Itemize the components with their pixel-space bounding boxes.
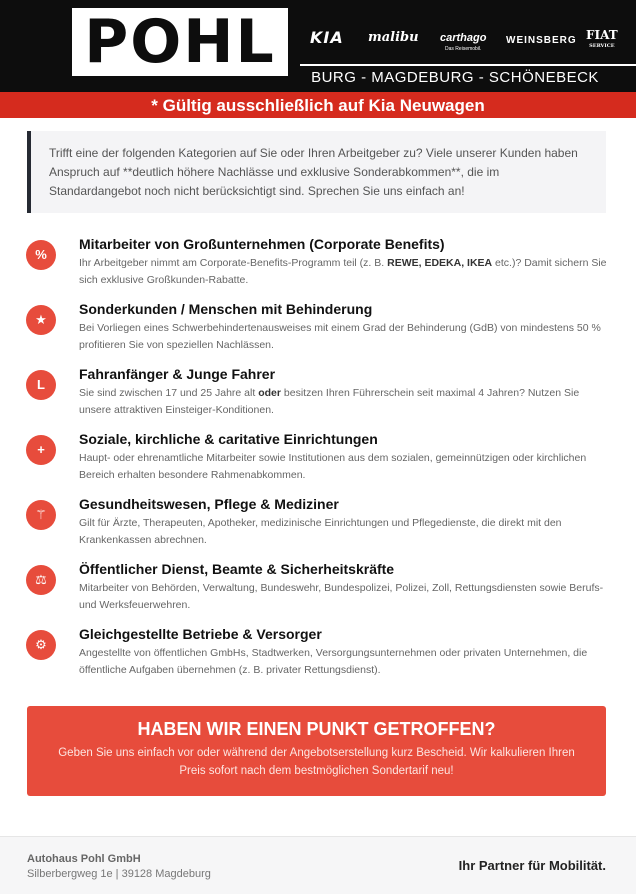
category-public-service bbox=[26, 560, 616, 620]
footer-slogan: Ihr Partner für Mobilität. bbox=[458, 858, 606, 873]
cta-text: Geben Sie uns einfach vor oder während der Angebotserstellung kurz Bescheid. Wir kalkulieren Ihren Preis sofort nach dem bestmöglichen Sondertarif neu! bbox=[58, 747, 575, 777]
category-title: Gesundheitswesen, Pflege & Mediziner bbox=[79, 496, 339, 512]
cta-title: HABEN WIR EINEN PUNKT GETROFFEN? bbox=[137, 719, 496, 739]
category-description-bold: oder bbox=[258, 387, 281, 399]
header-divider bbox=[300, 64, 636, 66]
malibu-logo: malibu bbox=[368, 30, 419, 45]
scales-icon: ⚖ bbox=[26, 565, 56, 595]
category-description bbox=[79, 385, 609, 419]
category-description-bold: REWE, EDEKA, IKEA bbox=[387, 257, 493, 269]
carthago-tagline: Das Reisemobil. bbox=[445, 46, 482, 52]
footer-company: Autohaus Pohl GmbH bbox=[27, 853, 141, 865]
header-cities: BURG - MAGDEBURG - SCHÖNEBECK bbox=[311, 69, 599, 86]
carthago-logo-text: carthago bbox=[440, 32, 487, 44]
category-young-drivers bbox=[26, 365, 616, 425]
category-social-institutions bbox=[26, 430, 616, 490]
category-description-text: besitzen Ihren Führerschein seit maximal 4 Jahren? Nutzen Sie unsere attraktiven Einsteiger-Konditionen. bbox=[79, 387, 580, 416]
category-description: Gilt für Ärzte, Therapeuten, Apotheker, medizinische Einrichtungen und Pflegedienste, die direkt mit den Krankenkassen abrechnen. bbox=[79, 517, 562, 546]
category-healthcare bbox=[26, 495, 616, 555]
category-disability bbox=[26, 300, 616, 360]
gear-icon: ⚙ bbox=[26, 630, 56, 660]
category-description-text: Ihr Arbeitgeber nimmt am Corporate-Benefits-Programm teil (z. B. bbox=[79, 257, 388, 269]
validity-banner bbox=[0, 92, 636, 118]
carthago-logo bbox=[440, 30, 486, 53]
category-title: Gleichgestellte Betriebe & Versorger bbox=[79, 626, 322, 642]
category-equivalent-companies bbox=[26, 625, 616, 685]
category-description bbox=[79, 255, 609, 289]
pohl-logo bbox=[72, 8, 288, 76]
category-title: Öffentlicher Dienst, Beamte & Sicherheitskräfte bbox=[79, 561, 395, 577]
kia-logo: KIA bbox=[310, 28, 344, 47]
footer-address: Silberbergweg 1e | 39128 Magdeburg bbox=[27, 868, 211, 880]
footer bbox=[0, 836, 636, 894]
category-description: Haupt- oder ehrenamtliche Mitarbeiter sowie Institutionen aus dem sozialen, gemeinnützigen oder kirchlichen Bereich erhalten besondere Rahmenabkommen. bbox=[79, 452, 587, 481]
percent-icon: % bbox=[26, 240, 56, 270]
category-description-text: Sie sind zwischen 17 und 25 Jahre alt bbox=[79, 387, 259, 399]
intro-box: Trifft eine der folgenden Kategorien auf Sie oder Ihren Arbeitgeber zu? Viele unserer Kunden haben Anspruch auf **deutlich höhere Nachlässe und exklusive Sonderabkommen**, die im Standardangebot noch nicht berücksichtigt sind. Sprechen Sie uns einfach an! bbox=[27, 131, 606, 213]
pohl-logo-text: POHL bbox=[84, 7, 276, 77]
cta-box bbox=[27, 706, 606, 796]
plus-icon: + bbox=[26, 435, 56, 465]
category-description: Angestellte von öffentlichen GmbHs, Stadtwerken, Versorgungsunternehmen oder privaten Unternehmen, die öffentliche Aufgaben übernehmen (z. B. privater Rettungsdienst). bbox=[79, 647, 588, 676]
category-description: Bei Vorliegen eines Schwerbehindertenausweises mit einem Grad der Behinderung (GdB) von mindestens 50 % profitieren Sie von speziellen Nachlässen. bbox=[79, 322, 601, 351]
category-description-text: etc.)? Damit sichern Sie sich exklusive Großkunden-Rabatte. bbox=[79, 257, 607, 286]
header bbox=[0, 0, 636, 92]
fiat-service-logo bbox=[586, 27, 618, 49]
caduceus-icon: ⚚ bbox=[26, 500, 56, 530]
fiat-logo-text: FIAT bbox=[586, 28, 618, 42]
brand-logos bbox=[304, 24, 624, 58]
validity-banner-text: * Gültig ausschließlich auf Kia Neuwagen bbox=[151, 96, 485, 115]
category-description: Mitarbeiter von Behörden, Verwaltung, Bundeswehr, Bundespolizei, Polizei, Zoll, Rettungsdiensten sowie Berufs- und Werksfeuerwehren. bbox=[79, 582, 604, 611]
category-corporate-benefits bbox=[26, 235, 616, 295]
category-title: Mitarbeiter von Großunternehmen (Corporate Benefits) bbox=[79, 236, 445, 252]
l-plate-icon: L bbox=[26, 370, 56, 400]
category-title: Sonderkunden / Menschen mit Behinderung bbox=[79, 301, 373, 317]
star-icon: ★ bbox=[26, 305, 56, 335]
weinsberg-logo: WEINSBERG bbox=[506, 35, 577, 46]
category-title: Soziale, kirchliche & caritative Einrichtungen bbox=[79, 431, 378, 447]
fiat-service-text: SERVICE bbox=[589, 43, 615, 49]
category-title: Fahranfänger & Junge Fahrer bbox=[79, 366, 276, 382]
